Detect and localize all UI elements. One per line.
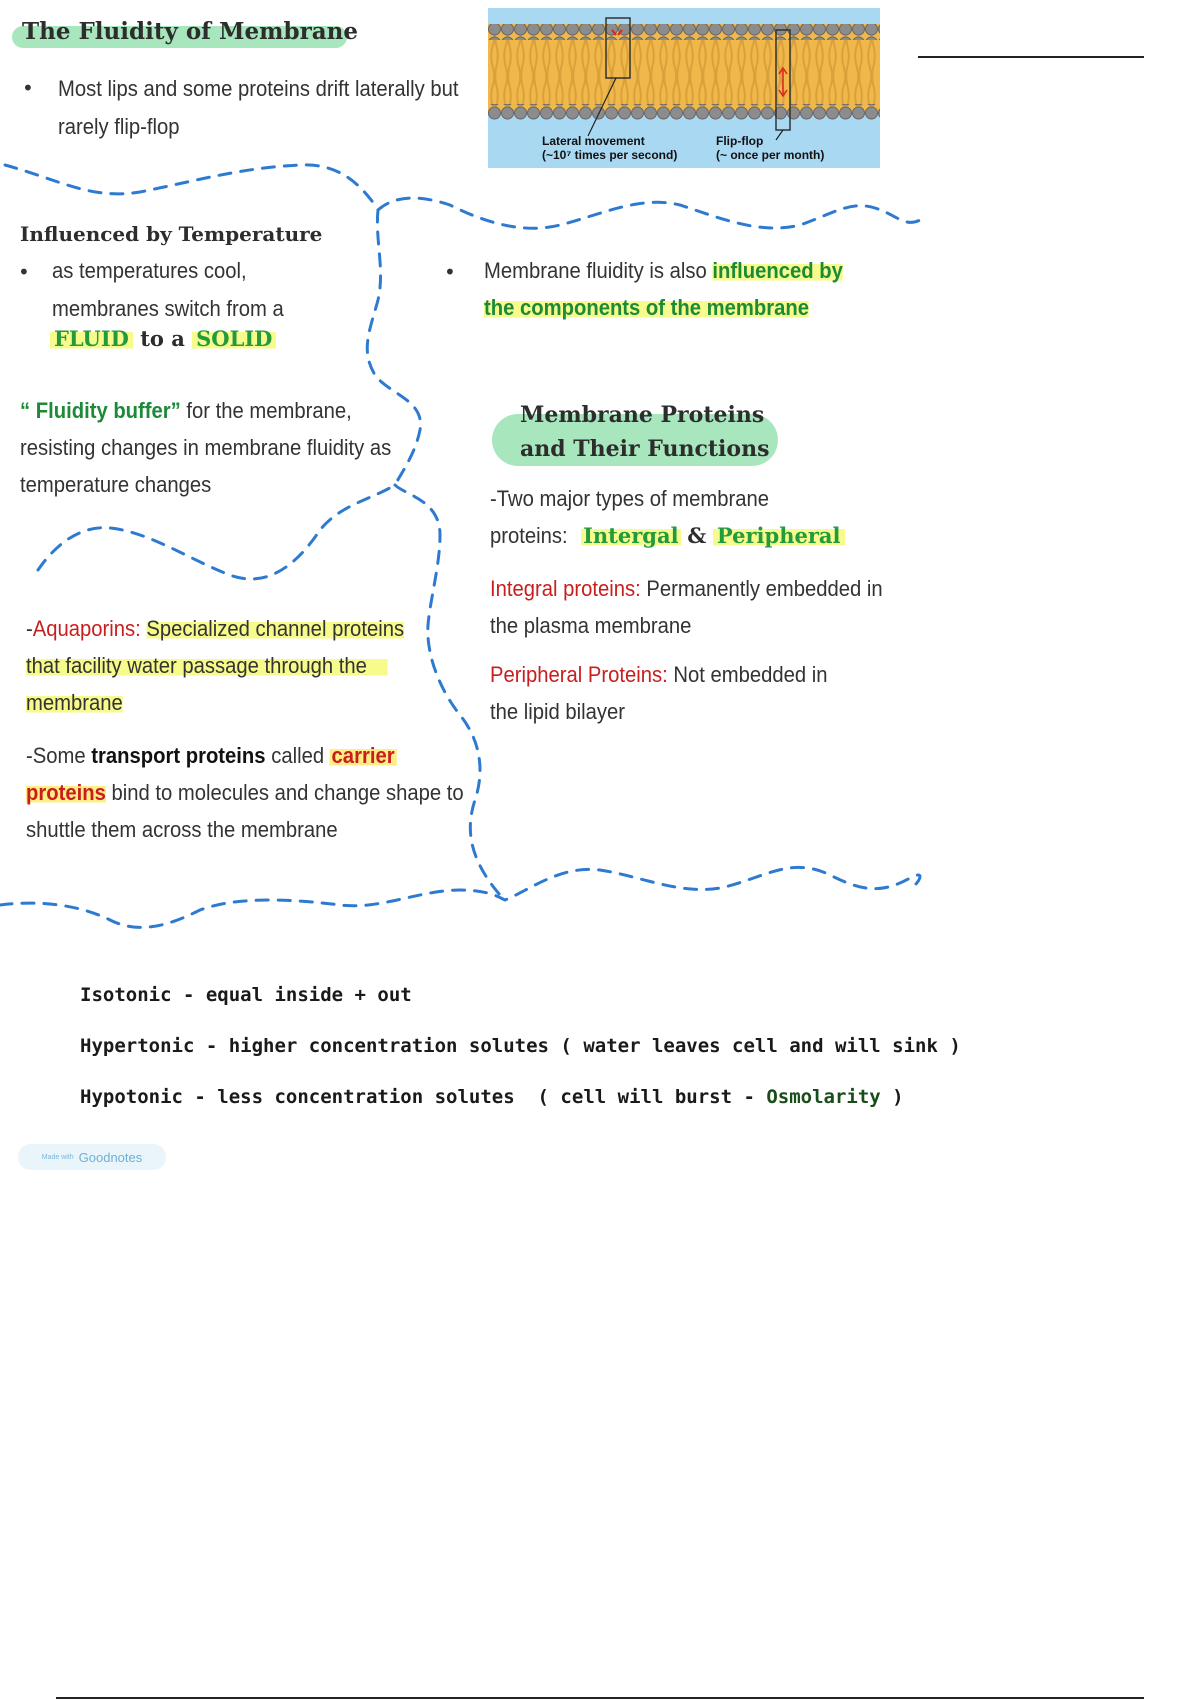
carrier-rest1: bind to molecules and change shape to [111, 780, 464, 805]
integral-def1: Permanently embedded in [646, 576, 883, 601]
badge-small-text: Made with [41, 1153, 74, 1161]
peripheral-line2: the lipid bilayer [490, 699, 626, 724]
proteins-title-line1: Membrane Proteins [520, 402, 765, 428]
aquaporins-line2 [26, 647, 387, 685]
types-line2 [490, 517, 845, 555]
aquaporins-line1 [26, 610, 404, 648]
bullet-dot: • [22, 76, 34, 100]
buffer-line1 [20, 392, 352, 430]
aquaporins-def3: membrane [26, 690, 123, 715]
hypotonic-pre: Hypotonic - less concentration solutes ( cell will burst - [80, 1086, 767, 1108]
components-lead: Membrane fluidity is also [484, 258, 707, 283]
integral-term [581, 523, 680, 548]
components-hl2: the components of the membrane [484, 295, 810, 320]
buffer-line3: temperature changes [20, 472, 212, 497]
divider-top-right [378, 198, 920, 228]
temperature-line2: membranes switch from a [52, 296, 284, 321]
components-hl1: influenced by [712, 258, 843, 283]
isotonic-line: Isotonic - equal inside + out [80, 984, 412, 1006]
types-prefix: proteins: [490, 523, 568, 548]
aquaporins-dash: - [26, 616, 33, 641]
buffer-line2: resisting changes in membrane fluidity as [20, 435, 392, 460]
components-line2 [484, 289, 809, 327]
aquaporins-def1: Specialized channel proteins [146, 616, 405, 641]
fluid-term: FLUID [50, 326, 133, 351]
to-a: to a [140, 326, 185, 351]
fluid-to-solid [50, 326, 276, 351]
integral-text: Intergal [583, 523, 679, 548]
carrier-bold: transport proteins [91, 743, 266, 768]
proteins-title-line2: and Their Functions [520, 436, 770, 462]
solid-term: SOLID [192, 326, 276, 351]
hypotonic-line [80, 1086, 904, 1108]
flip-label: Flip-flop [716, 134, 764, 148]
divider-vertical-lower [395, 485, 500, 895]
temperature-title: Influenced by Temperature [20, 222, 323, 246]
lateral-rate: (~10⁷ times per second) [542, 148, 678, 162]
divider-top-left [5, 165, 375, 205]
badge-brand: Goodnotes [78, 1149, 143, 1165]
buffer-rest1: for the membrane, [186, 398, 352, 423]
integral-line2: the plasma membrane [490, 613, 692, 638]
carrier-line3: shuttle them across the membrane [26, 817, 338, 842]
carrier-term1: carrier [331, 743, 395, 768]
bullet-dot: • [444, 260, 456, 284]
integral-proteins-term: Integral proteins: [490, 576, 641, 601]
peripheral-proteins-term: Peripheral Proteins: [490, 662, 668, 687]
hypotonic-post: ) [880, 1086, 904, 1108]
temperature-line1: as temperatures cool, [52, 258, 247, 283]
membrane-figure [488, 8, 880, 168]
integral-line1 [490, 570, 883, 608]
carrier-term2: proteins [26, 780, 106, 805]
carrier-line2 [26, 774, 464, 812]
components-line1 [484, 252, 843, 290]
fluidity-title: The Fluidity of Membrane [22, 18, 358, 45]
buffer-term: “ Fluidity buffer” [20, 398, 181, 423]
hypertonic-line: Hypertonic - higher concentration solutes ( water leaves cell and will sink ) [80, 1035, 961, 1057]
peripheral-line1 [490, 656, 828, 694]
fluidity-bullet: Most lips and some proteins drift laterally but rarely flip-flop [58, 76, 459, 139]
carrier-called: called [271, 743, 325, 768]
peripheral-text: Peripheral [716, 523, 841, 548]
carrier-line1 [26, 737, 396, 775]
goodnotes-badge[interactable] [18, 1144, 166, 1170]
aquaporins-line3 [26, 684, 123, 722]
carrier-lead: -Some [26, 743, 86, 768]
aquaporins-def2: that facility water passage through the [26, 653, 387, 678]
peripheral-def1: Not embedded in [673, 662, 828, 687]
flip-rate: (~ once per month) [716, 148, 825, 162]
osmolarity-term: Osmolarity [766, 1086, 881, 1108]
peripheral-term [713, 523, 845, 548]
bullet-dot: • [18, 260, 30, 284]
amp: & [687, 523, 707, 548]
lateral-label: Lateral movement [542, 134, 645, 148]
divider-bottom [0, 867, 920, 927]
aquaporins-term: Aquaporins: [32, 616, 141, 641]
types-line1: -Two major types of membrane [490, 486, 769, 511]
